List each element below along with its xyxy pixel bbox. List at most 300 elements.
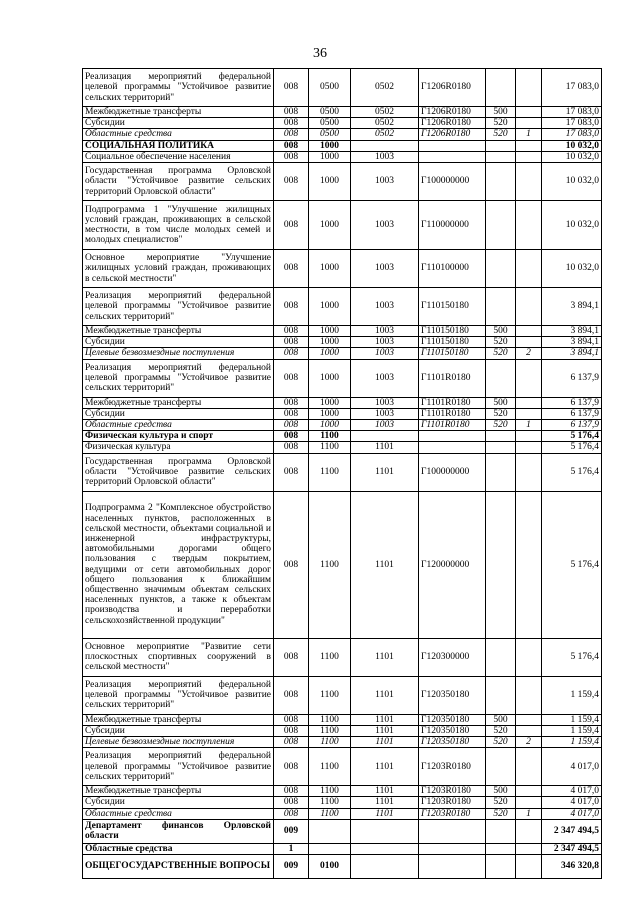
table-row (83, 326, 602, 337)
row-amount-cell: 346 320,8 (542, 855, 602, 879)
row-target-article-cell: Г120350180 (419, 676, 486, 714)
row-amount-cell: 5 176,4 (542, 453, 602, 491)
row-expense-type-cell (486, 250, 516, 288)
row-section-cell: 1000 (309, 420, 351, 431)
row-target-article-cell: Г110000000 (419, 201, 486, 250)
row-source-cell (516, 337, 542, 348)
row-admin-code-cell: 1 (274, 843, 309, 854)
row-section-cell: 0500 (309, 107, 351, 118)
row-expense-type-cell (486, 201, 516, 250)
table-row (83, 676, 602, 714)
row-subsection-cell: 1101 (351, 797, 419, 808)
row-expense-type-cell (486, 140, 516, 151)
row-name-cell: Межбюджетные трансферты (83, 107, 274, 118)
row-admin-code-cell: 008 (274, 163, 309, 201)
row-target-article-cell: Г1101R0180 (419, 408, 486, 419)
row-source-cell (516, 431, 542, 442)
row-name-cell: ОБЩЕГОСУДАРСТВЕННЫЕ ВОПРОСЫ (83, 855, 274, 879)
row-target-article-cell: Г1206R0180 (419, 118, 486, 129)
table-row (83, 118, 602, 129)
table-row (83, 638, 602, 676)
row-name-cell: Физическая культура (83, 442, 274, 453)
row-subsection-cell: 1003 (351, 151, 419, 162)
row-source-cell: 2 (516, 737, 542, 748)
row-subsection-cell: 1003 (351, 326, 419, 337)
row-name-cell: Основное мероприятие "Улучшение жилищных условий граждан, проживающих в сельской местности" (83, 250, 274, 288)
row-name-cell: Межбюджетные трансферты (83, 714, 274, 725)
row-section-cell: 1100 (309, 737, 351, 748)
row-source-cell (516, 118, 542, 129)
row-admin-code-cell: 008 (274, 748, 309, 786)
row-target-article-cell: Г100000000 (419, 453, 486, 491)
row-admin-code-cell: 008 (274, 140, 309, 151)
row-expense-type-cell: 520 (486, 118, 516, 129)
row-source-cell (516, 288, 542, 326)
row-section-cell: 0500 (309, 69, 351, 107)
row-amount-cell: 4 017,0 (542, 786, 602, 797)
row-amount-cell: 1 159,4 (542, 714, 602, 725)
table-row (83, 359, 602, 397)
row-name-cell: Государственная программа Орловской области "Устойчивое развитие сельских территорий Орловской области" (83, 453, 274, 491)
row-subsection-cell: 1101 (351, 725, 419, 736)
row-subsection-cell: 1003 (351, 408, 419, 419)
row-amount-cell: 17 083,0 (542, 69, 602, 107)
row-admin-code-cell: 008 (274, 129, 309, 140)
row-source-cell (516, 725, 542, 736)
row-amount-cell: 1 159,4 (542, 737, 602, 748)
row-expense-type-cell (486, 359, 516, 397)
row-subsection-cell (351, 843, 419, 854)
row-expense-type-cell (486, 69, 516, 107)
row-admin-code-cell: 008 (274, 359, 309, 397)
row-admin-code-cell: 008 (274, 453, 309, 491)
row-section-cell: 1000 (309, 359, 351, 397)
row-name-cell: Областные средства (83, 808, 274, 819)
row-amount-cell: 3 894,1 (542, 288, 602, 326)
row-subsection-cell: 1003 (351, 337, 419, 348)
row-source-cell (516, 250, 542, 288)
row-expense-type-cell (486, 843, 516, 854)
row-expense-type-cell: 520 (486, 408, 516, 419)
row-subsection-cell: 1003 (351, 348, 419, 359)
row-subsection-cell: 1101 (351, 638, 419, 676)
table-row (83, 748, 602, 786)
row-subsection-cell: 1101 (351, 442, 419, 453)
budget-table-body (83, 69, 602, 879)
row-source-cell (516, 714, 542, 725)
row-subsection-cell: 0502 (351, 69, 419, 107)
row-admin-code-cell: 008 (274, 638, 309, 676)
row-target-article-cell (419, 855, 486, 879)
row-admin-code-cell: 008 (274, 118, 309, 129)
row-amount-cell: 4 017,0 (542, 748, 602, 786)
row-section-cell: 1100 (309, 431, 351, 442)
table-row (83, 201, 602, 250)
row-source-cell (516, 819, 542, 843)
row-amount-cell: 5 176,4 (542, 431, 602, 442)
row-amount-cell: 17 083,0 (542, 129, 602, 140)
row-expense-type-cell: 520 (486, 420, 516, 431)
row-amount-cell: 5 176,4 (542, 491, 602, 638)
row-section-cell: 1100 (309, 714, 351, 725)
row-amount-cell: 4 017,0 (542, 808, 602, 819)
row-target-article-cell: Г1203R0180 (419, 797, 486, 808)
row-admin-code-cell: 008 (274, 337, 309, 348)
row-target-article-cell (419, 140, 486, 151)
row-subsection-cell (351, 140, 419, 151)
row-amount-cell: 10 032,0 (542, 201, 602, 250)
row-name-cell: Подпрограмма 1 "Улучшение жилищных условий граждан, проживающих в сельской местности, в том числе молодых семей и молодых специалистов" (83, 201, 274, 250)
table-row (83, 288, 602, 326)
table-row (83, 163, 602, 201)
row-admin-code-cell: 008 (274, 786, 309, 797)
row-expense-type-cell: 520 (486, 737, 516, 748)
row-name-cell: Областные средства (83, 129, 274, 140)
row-target-article-cell: Г1203R0180 (419, 808, 486, 819)
row-amount-cell: 10 032,0 (542, 250, 602, 288)
row-source-cell (516, 491, 542, 638)
table-row (83, 140, 602, 151)
row-amount-cell: 6 137,9 (542, 408, 602, 419)
row-admin-code-cell: 009 (274, 855, 309, 879)
row-subsection-cell (351, 855, 419, 879)
row-name-cell: Целевые безвозмездные поступления (83, 737, 274, 748)
row-source-cell (516, 453, 542, 491)
row-name-cell: Целевые безвозмездные поступления (83, 348, 274, 359)
row-amount-cell: 10 032,0 (542, 140, 602, 151)
row-source-cell (516, 140, 542, 151)
row-target-article-cell: Г110150180 (419, 348, 486, 359)
row-expense-type-cell (486, 151, 516, 162)
row-admin-code-cell: 009 (274, 819, 309, 843)
row-section-cell: 1000 (309, 348, 351, 359)
row-name-cell: Межбюджетные трансферты (83, 326, 274, 337)
row-name-cell: Реализация мероприятий федеральной целевой программы "Устойчивое развитие сельских территорий" (83, 359, 274, 397)
row-section-cell: 1000 (309, 201, 351, 250)
row-target-article-cell: Г1206R0180 (419, 69, 486, 107)
row-target-article-cell: Г1101R0180 (419, 420, 486, 431)
table-row (83, 69, 602, 107)
row-expense-type-cell (486, 676, 516, 714)
row-admin-code-cell: 008 (274, 737, 309, 748)
row-name-cell: Межбюджетные трансферты (83, 397, 274, 408)
row-target-article-cell: Г1101R0180 (419, 397, 486, 408)
row-expense-type-cell (486, 431, 516, 442)
row-target-article-cell: Г110150180 (419, 337, 486, 348)
row-subsection-cell: 1003 (351, 250, 419, 288)
row-source-cell (516, 797, 542, 808)
row-target-article-cell: Г1206R0180 (419, 129, 486, 140)
row-name-cell: Межбюджетные трансферты (83, 786, 274, 797)
table-row (83, 107, 602, 118)
row-section-cell: 1100 (309, 808, 351, 819)
row-target-article-cell: Г100000000 (419, 163, 486, 201)
row-source-cell (516, 326, 542, 337)
row-admin-code-cell: 008 (274, 348, 309, 359)
table-row (83, 129, 602, 140)
table-row (83, 348, 602, 359)
table-row (83, 442, 602, 453)
row-section-cell: 1100 (309, 491, 351, 638)
row-section-cell: 1100 (309, 442, 351, 453)
row-admin-code-cell: 008 (274, 714, 309, 725)
row-name-cell: Субсидии (83, 337, 274, 348)
table-row (83, 250, 602, 288)
table-row (83, 453, 602, 491)
row-source-cell (516, 69, 542, 107)
row-expense-type-cell: 500 (486, 107, 516, 118)
row-section-cell: 1000 (309, 326, 351, 337)
row-target-article-cell: Г110150180 (419, 288, 486, 326)
row-target-article-cell (419, 431, 486, 442)
row-subsection-cell: 1101 (351, 786, 419, 797)
budget-table (82, 68, 602, 879)
row-source-cell (516, 151, 542, 162)
row-section-cell: 0500 (309, 118, 351, 129)
row-section-cell: 1000 (309, 140, 351, 151)
row-amount-cell: 3 894,1 (542, 326, 602, 337)
row-source-cell (516, 855, 542, 879)
row-subsection-cell: 1101 (351, 737, 419, 748)
row-name-cell: Областные средства (83, 420, 274, 431)
row-expense-type-cell: 520 (486, 129, 516, 140)
row-source-cell (516, 748, 542, 786)
row-section-cell: 1000 (309, 337, 351, 348)
row-source-cell: 2 (516, 348, 542, 359)
row-target-article-cell: Г1203R0180 (419, 786, 486, 797)
row-section-cell: 1100 (309, 786, 351, 797)
row-admin-code-cell: 008 (274, 808, 309, 819)
row-expense-type-cell (486, 638, 516, 676)
row-expense-type-cell: 520 (486, 337, 516, 348)
table-row (83, 786, 602, 797)
row-amount-cell: 5 176,4 (542, 442, 602, 453)
row-amount-cell: 1 159,4 (542, 676, 602, 714)
row-admin-code-cell: 008 (274, 797, 309, 808)
row-subsection-cell: 1101 (351, 676, 419, 714)
row-target-article-cell (419, 442, 486, 453)
table-row (83, 151, 602, 162)
row-target-article-cell (419, 151, 486, 162)
row-section-cell: 1000 (309, 408, 351, 419)
row-source-cell (516, 843, 542, 854)
table-row (83, 797, 602, 808)
row-admin-code-cell: 008 (274, 69, 309, 107)
row-amount-cell: 1 159,4 (542, 725, 602, 736)
row-source-cell (516, 163, 542, 201)
row-amount-cell: 6 137,9 (542, 420, 602, 431)
row-admin-code-cell: 008 (274, 420, 309, 431)
row-name-cell: Реализация мероприятий федеральной целевой программы "Устойчивое развитие сельских территорий" (83, 288, 274, 326)
row-target-article-cell: Г1206R0180 (419, 107, 486, 118)
row-expense-type-cell: 520 (486, 808, 516, 819)
row-expense-type-cell: 520 (486, 797, 516, 808)
row-expense-type-cell: 520 (486, 725, 516, 736)
row-source-cell (516, 107, 542, 118)
row-name-cell: Реализация мероприятий федеральной целевой программы "Устойчивое развитие сельских территорий" (83, 748, 274, 786)
table-row (83, 819, 602, 843)
row-subsection-cell: 0502 (351, 129, 419, 140)
table-row (83, 420, 602, 431)
row-name-cell: Реализация мероприятий федеральной целевой программы "Устойчивое развитие сельских территорий" (83, 69, 274, 107)
row-amount-cell: 10 032,0 (542, 151, 602, 162)
table-row (83, 491, 602, 638)
row-target-article-cell: Г120350180 (419, 737, 486, 748)
row-admin-code-cell: 008 (274, 725, 309, 736)
row-name-cell: Государственная программа Орловской области "Устойчивое развитие сельских территорий Орловской области" (83, 163, 274, 201)
row-name-cell: Департамент финансов Орловской области (83, 819, 274, 843)
row-source-cell (516, 442, 542, 453)
row-source-cell (516, 397, 542, 408)
row-target-article-cell: Г120300000 (419, 638, 486, 676)
row-amount-cell: 2 347 494,5 (542, 843, 602, 854)
table-row (83, 843, 602, 854)
row-expense-type-cell (486, 491, 516, 638)
row-section-cell: 1100 (309, 638, 351, 676)
table-row (83, 808, 602, 819)
row-section-cell: 1000 (309, 163, 351, 201)
row-section-cell: 1100 (309, 676, 351, 714)
row-expense-type-cell (486, 453, 516, 491)
row-name-cell: Социальное обеспечение населения (83, 151, 274, 162)
row-target-article-cell: Г110100000 (419, 250, 486, 288)
row-name-cell: Реализация мероприятий федеральной целевой программы "Устойчивое развитие сельских территорий" (83, 676, 274, 714)
row-admin-code-cell: 008 (274, 491, 309, 638)
row-target-article-cell (419, 819, 486, 843)
row-admin-code-cell: 008 (274, 250, 309, 288)
row-name-cell: Областные средства (83, 843, 274, 854)
table-row (83, 431, 602, 442)
row-section-cell (309, 843, 351, 854)
row-amount-cell: 3 894,1 (542, 348, 602, 359)
row-amount-cell: 5 176,4 (542, 638, 602, 676)
row-name-cell: Субсидии (83, 408, 274, 419)
row-source-cell (516, 359, 542, 397)
row-name-cell: Субсидии (83, 118, 274, 129)
row-subsection-cell (351, 819, 419, 843)
row-section-cell: 1100 (309, 453, 351, 491)
row-section-cell: 1000 (309, 288, 351, 326)
row-expense-type-cell (486, 288, 516, 326)
row-source-cell (516, 408, 542, 419)
row-target-article-cell: Г110150180 (419, 326, 486, 337)
row-expense-type-cell: 520 (486, 348, 516, 359)
row-section-cell (309, 819, 351, 843)
table-row (83, 337, 602, 348)
row-admin-code-cell: 008 (274, 397, 309, 408)
row-source-cell: 1 (516, 420, 542, 431)
row-expense-type-cell: 500 (486, 786, 516, 797)
table-row (83, 397, 602, 408)
row-expense-type-cell (486, 442, 516, 453)
row-subsection-cell: 1003 (351, 420, 419, 431)
row-name-cell: Физическая культура и спорт (83, 431, 274, 442)
row-target-article-cell: Г120000000 (419, 491, 486, 638)
row-amount-cell: 17 083,0 (542, 118, 602, 129)
row-expense-type-cell (486, 163, 516, 201)
row-subsection-cell: 1101 (351, 453, 419, 491)
row-section-cell: 1100 (309, 725, 351, 736)
row-subsection-cell: 1101 (351, 748, 419, 786)
row-source-cell (516, 676, 542, 714)
row-source-cell: 1 (516, 808, 542, 819)
row-expense-type-cell: 500 (486, 326, 516, 337)
row-admin-code-cell: 008 (274, 408, 309, 419)
row-source-cell: 1 (516, 129, 542, 140)
row-target-article-cell (419, 843, 486, 854)
row-source-cell (516, 201, 542, 250)
page-number: 36 (313, 46, 327, 61)
row-expense-type-cell: 500 (486, 714, 516, 725)
row-subsection-cell: 0502 (351, 107, 419, 118)
row-admin-code-cell: 008 (274, 442, 309, 453)
row-target-article-cell: Г1203R0180 (419, 748, 486, 786)
row-amount-cell: 10 032,0 (542, 163, 602, 201)
row-admin-code-cell: 008 (274, 676, 309, 714)
row-subsection-cell: 0502 (351, 118, 419, 129)
row-section-cell: 1100 (309, 797, 351, 808)
row-subsection-cell: 1003 (351, 163, 419, 201)
row-name-cell: СОЦИАЛЬНАЯ ПОЛИТИКА (83, 140, 274, 151)
row-amount-cell: 6 137,9 (542, 397, 602, 408)
row-subsection-cell: 1101 (351, 714, 419, 725)
row-admin-code-cell: 008 (274, 201, 309, 250)
row-name-cell: Субсидии (83, 797, 274, 808)
row-amount-cell: 6 137,9 (542, 359, 602, 397)
row-admin-code-cell: 008 (274, 288, 309, 326)
row-amount-cell: 4 017,0 (542, 797, 602, 808)
row-subsection-cell: 1003 (351, 397, 419, 408)
row-name-cell: Субсидии (83, 725, 274, 736)
table-row (83, 408, 602, 419)
row-expense-type-cell (486, 819, 516, 843)
row-admin-code-cell: 008 (274, 431, 309, 442)
row-target-article-cell: Г120350180 (419, 725, 486, 736)
row-amount-cell: 3 894,1 (542, 337, 602, 348)
row-name-cell: Подпрограмма 2 "Комплексное обустройство населенных пунктов, расположенных в сельской местности, объектами социальной и инженерной инфраструктуры, автомобильными дорогами общего пользования с твердым покрытием, ведущими от сети автомобильных дорог общего пользования к ближайшим общественно значимым объектам сельских населенных пунктов, а также к объектам производства и переработки сельскохозяйственной продукции" (83, 491, 274, 638)
row-expense-type-cell: 500 (486, 397, 516, 408)
table-row (83, 714, 602, 725)
row-expense-type-cell (486, 855, 516, 879)
row-section-cell: 1100 (309, 748, 351, 786)
row-name-cell: Основное мероприятие "Развитие сети плоскостных спортивных сооружений в сельской местности" (83, 638, 274, 676)
row-subsection-cell: 1003 (351, 201, 419, 250)
row-subsection-cell (351, 431, 419, 442)
row-amount-cell: 2 347 494,5 (542, 819, 602, 843)
row-amount-cell: 17 083,0 (542, 107, 602, 118)
row-admin-code-cell: 008 (274, 326, 309, 337)
row-section-cell: 1000 (309, 397, 351, 408)
row-expense-type-cell (486, 748, 516, 786)
row-source-cell (516, 786, 542, 797)
row-admin-code-cell: 008 (274, 107, 309, 118)
row-section-cell: 1000 (309, 151, 351, 162)
row-subsection-cell: 1101 (351, 491, 419, 638)
table-row (83, 737, 602, 748)
table-row (83, 855, 602, 879)
row-target-article-cell: Г1101R0180 (419, 359, 486, 397)
table-row (83, 725, 602, 736)
row-subsection-cell: 1003 (351, 288, 419, 326)
row-section-cell: 0100 (309, 855, 351, 879)
row-admin-code-cell: 008 (274, 151, 309, 162)
row-target-article-cell: Г120350180 (419, 714, 486, 725)
row-source-cell (516, 638, 542, 676)
row-subsection-cell: 1003 (351, 359, 419, 397)
row-section-cell: 1000 (309, 250, 351, 288)
row-subsection-cell: 1101 (351, 808, 419, 819)
row-section-cell: 0500 (309, 129, 351, 140)
